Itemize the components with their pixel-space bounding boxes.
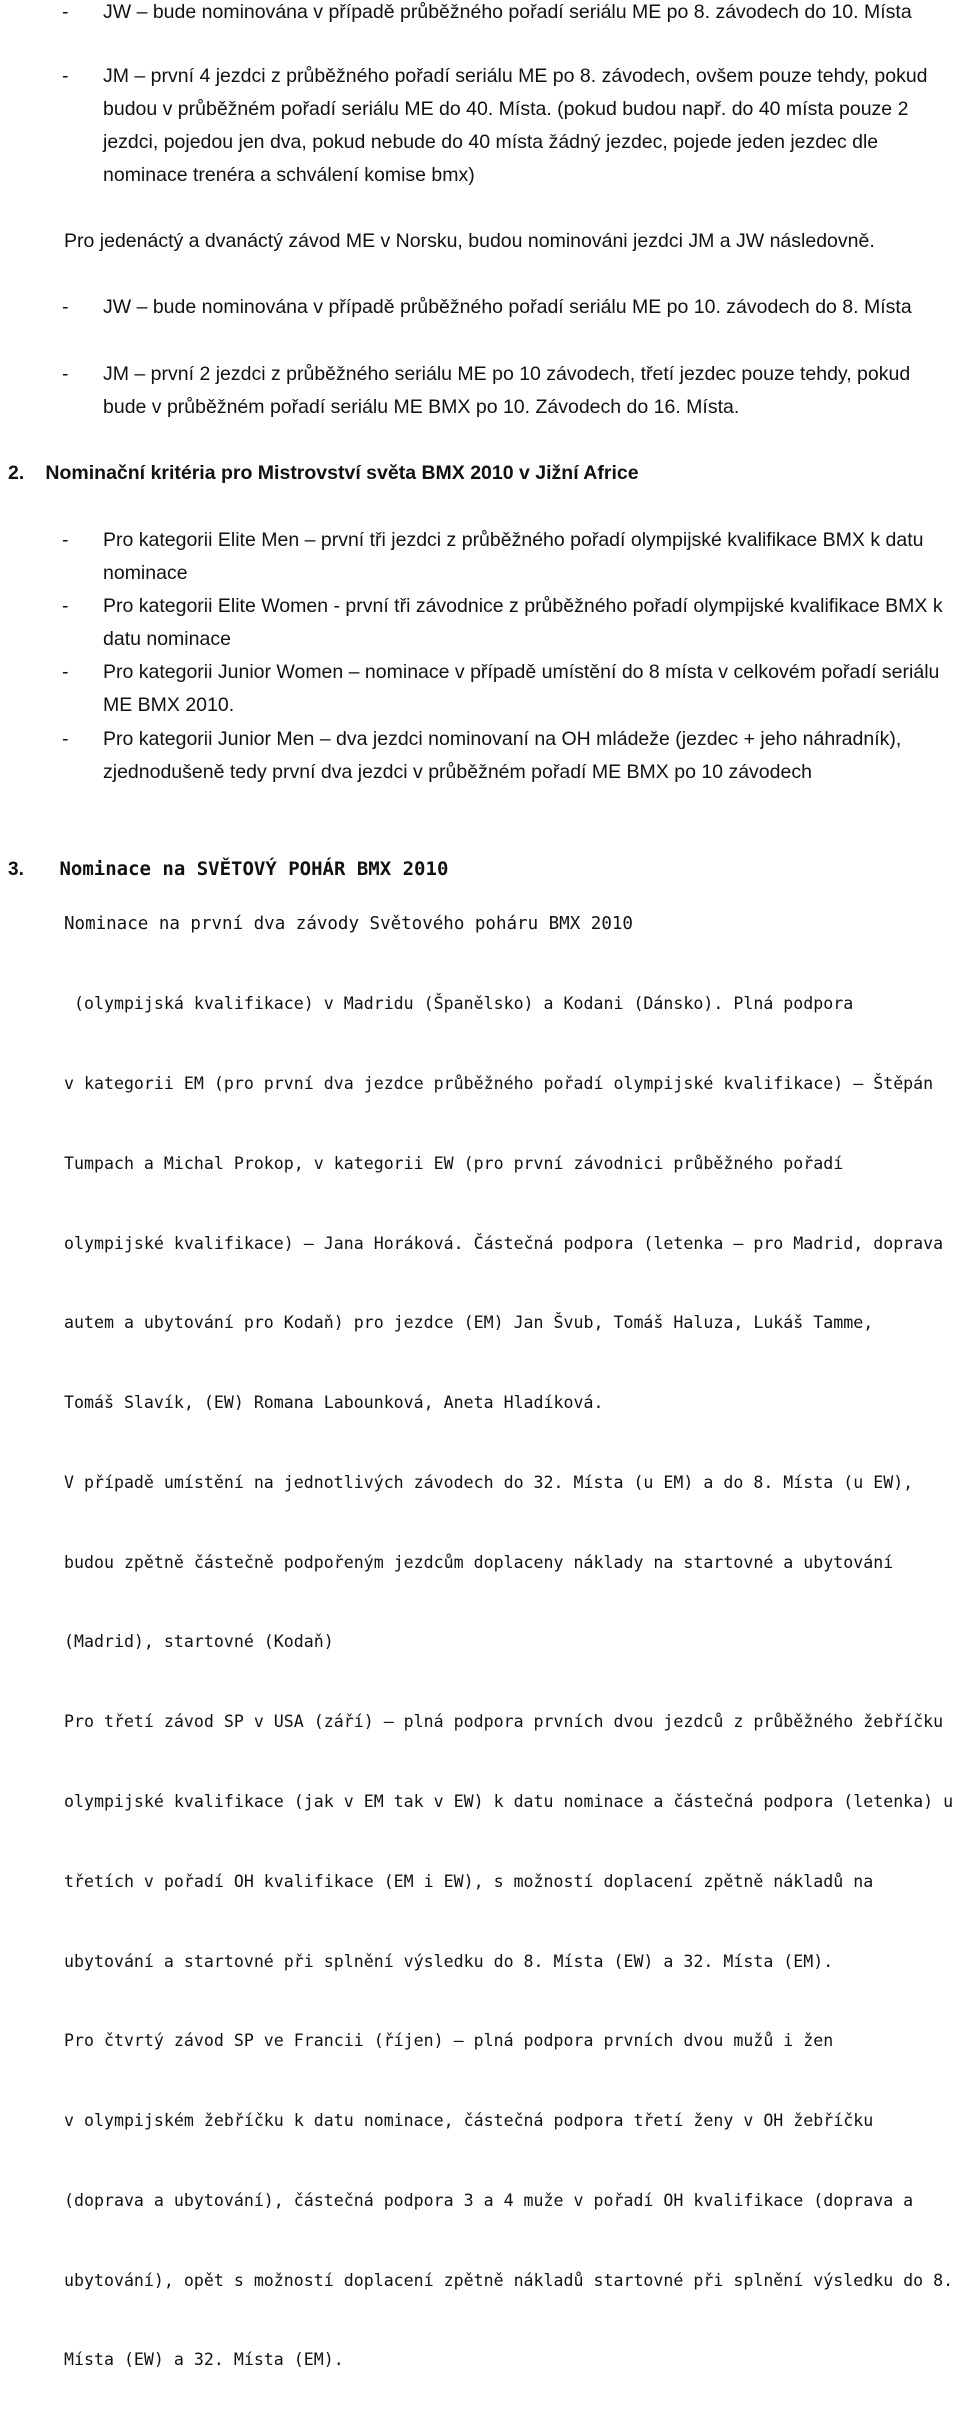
list-dash: - xyxy=(62,595,69,617)
list-dash: - xyxy=(62,529,69,551)
section-number: 3. xyxy=(8,859,24,880)
body-line: olympijské kvalifikace (jak v EM tak v EW) k datu nominace a částečná podpora (letenka) u xyxy=(64,1792,954,1811)
body-line: Tumpach a Michal Prokop, v kategorii EW (pro první závodnici průběžného pořadí xyxy=(64,1153,844,1173)
body-line: V případě umístění na jednotlivých závodech do 32. Místa (u EM) a do 8. Místa (u EW), xyxy=(64,1472,914,1492)
list-item xyxy=(62,291,952,324)
section-3-body xyxy=(64,938,958,2427)
list-item xyxy=(62,0,952,29)
body-line: (doprava a ubytování), částečná podpora 3 a 4 muže v pořadí OH kvalifikace (doprava a xyxy=(64,2190,914,2210)
body-line: Tomáš Slavík, (EW) Romana Labounková, Aneta Hladíková. xyxy=(64,1393,604,1413)
list-item xyxy=(62,590,952,656)
list-item-text: JM – první 2 jezdci z průběžného seriálu ME po 10 závodech, třetí jezdec pouze tehdy, pokud bude v průběžném pořadí seriálu ME BMX po 10. Závodech do 16. Místa. xyxy=(103,363,911,418)
body-line: v olympijském žebříčku k datu nominace, částečná podpora třetí ženy v OH žebříčku xyxy=(64,2111,874,2131)
body-line: Pro čtvrtý závod SP ve Francii (říjen) – plná podpora prvních dvou mužů i žen xyxy=(64,2031,834,2051)
body-line: třetích v pořadí OH kvalifikace (EM i EW), s možností doplacení zpětně nákladů na xyxy=(64,1871,874,1891)
list-dash: - xyxy=(62,296,69,318)
section-title: Nominace na SVĚTOVÝ POHÁR BMX 2010 xyxy=(59,858,449,880)
list-item-text: Pro kategorii Elite Men – první tři jezdci z průběžného pořadí olympijské kvalifikace BMX k datu nominace xyxy=(103,529,924,584)
list-dash: - xyxy=(62,65,69,87)
list-dash: - xyxy=(62,363,69,385)
section-title: Nominační kritéria pro Mistrovství světa BMX 2010 v Jižní Africe xyxy=(45,462,639,484)
body-line: ubytování a startovné při splnění výsledku do 8. Místa (EW) a 32. Místa (EM). xyxy=(64,1951,834,1971)
list-item-text: Pro kategorii Junior Women – nominace v případě umístění do 8 místa v celkovém pořadí seriálu ME BMX 2010. xyxy=(103,661,940,716)
list-dash: - xyxy=(62,728,69,750)
body-line: autem a ubytování pro Kodaň) pro jezdce (EM) Jan Švub, Tomáš Haluza, Lukáš Tamme, xyxy=(64,1313,874,1333)
body-line: olympijské kvalifikace) – Jana Horáková. Částečná podpora (letenka – pro Madrid, doprava xyxy=(64,1233,944,1253)
list-item-text: Pro kategorii Elite Women - první tři závodnice z průběžného pořadí olympijské kvalifikace BMX k datu nominace xyxy=(103,595,943,650)
body-line: budou zpětně částečně podpořeným jezdcům doplaceny náklady na startovné a ubytování xyxy=(64,1552,894,1572)
section-number: 2. xyxy=(8,462,25,484)
section-3-intro: Nominace na první dva závody Světového poháru BMX 2010 xyxy=(64,914,633,934)
list-item-text: JW – bude nominována v případě průběžného pořadí seriálu ME po 10. závodech do 8. Místa xyxy=(103,296,912,318)
body-line: Pro třetí závod SP v USA (září) – plná podpora prvních dvou jezdců z průběžného žebříčku xyxy=(64,1712,944,1732)
norway-intro: Pro jedenáctý a dvanáctý závod ME v Norsku, budou nominováni jezdci JM a JW následovně. xyxy=(64,230,875,252)
section-2-heading xyxy=(8,458,639,488)
list-dash: - xyxy=(62,661,69,683)
section-3-heading xyxy=(8,854,448,885)
list-item xyxy=(62,524,952,590)
list-item xyxy=(62,358,952,424)
body-line: v kategorii EM (pro první dva jezdce průběžného pořadí olympijské kvalifikace) – Štěpán xyxy=(64,1073,934,1093)
body-line: (Madrid), startovné (Kodaň) xyxy=(64,1632,334,1652)
list-item-text: JW – bude nominována v případě průběžného pořadí seriálu ME po 8. závodech do 10. Místa xyxy=(103,1,912,23)
body-line: Místa (EW) a 32. Místa (EM). xyxy=(64,2350,344,2370)
list-item xyxy=(62,60,952,192)
list-item-text: Pro kategorii Junior Men – dva jezdci nominovaní na OH mládeže (jezdec + jeho náhradník), zjednodušeně tedy první dva jezdci v průběžném pořadí ME BMX po 10 závodech xyxy=(103,728,902,783)
list-dash: - xyxy=(62,1,69,23)
list-item xyxy=(62,656,952,722)
list-item-text: JM – první 4 jezdci z průběžného pořadí seriálu ME po 8. závodech, ovšem pouze tehdy, pokud budou v průběžném pořadí seriálu ME do 40. Místa. (pokud budou např. do 40 místa pouze 2 jezdci, pojedou jen dva, pokud nebude do 40 místa žádný jezdec, pojede jeden jezdec dle nominace trenéra a schválení komise bmx) xyxy=(103,65,928,186)
body-line: (olympijská kvalifikace) v Madridu (Španělsko) a Kodani (Dánsko). Plná podpora xyxy=(64,994,854,1014)
list-item xyxy=(62,723,952,789)
body-line: ubytování), opět s možností doplacení zpětně nákladů startovné při splnění výsledku do 8. xyxy=(64,2270,954,2290)
